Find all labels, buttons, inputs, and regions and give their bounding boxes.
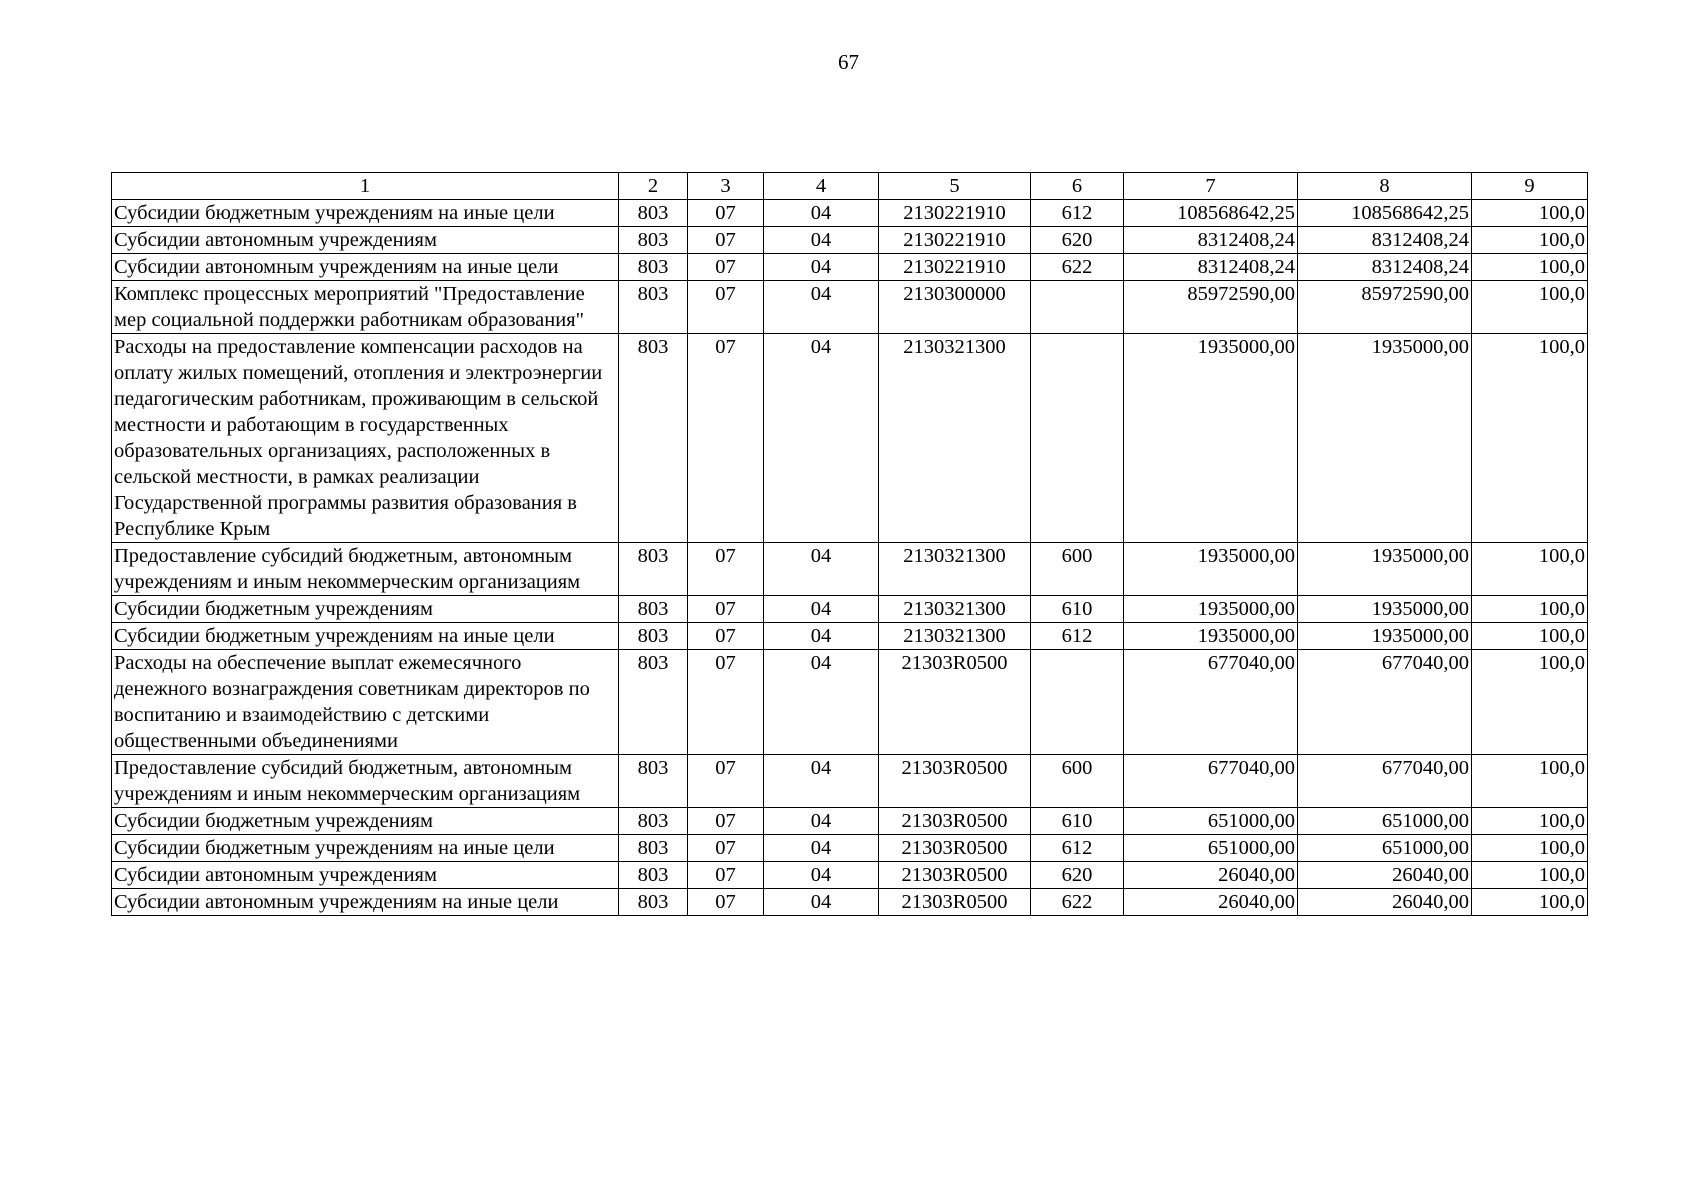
- row-section-cell: 07: [688, 862, 764, 889]
- row-planned-amount-cell: 677040,00: [1124, 650, 1298, 755]
- row-executed-amount-cell: 1935000,00: [1298, 334, 1472, 543]
- row-section-cell: 07: [688, 543, 764, 596]
- row-ministry-code-cell: 803: [619, 623, 688, 650]
- row-target-article-cell: 21303R0500: [879, 650, 1031, 755]
- row-target-article-cell: 21303R0500: [879, 755, 1031, 808]
- row-planned-amount-cell: 26040,00: [1124, 862, 1298, 889]
- table-row: [112, 755, 1588, 808]
- row-planned-amount-cell: 1935000,00: [1124, 334, 1298, 543]
- row-executed-amount-cell: 8312408,24: [1298, 227, 1472, 254]
- row-ministry-code-cell: 803: [619, 862, 688, 889]
- row-name-cell: Предоставление субсидий бюджетным, автономным учреждениям и иным некоммерческим организациям: [112, 755, 619, 808]
- row-executed-amount-cell: 1935000,00: [1298, 623, 1472, 650]
- row-planned-amount-cell: 8312408,24: [1124, 254, 1298, 281]
- table-row: [112, 889, 1588, 916]
- row-subsection-cell: 04: [764, 862, 879, 889]
- row-section-cell: 07: [688, 755, 764, 808]
- row-expense-type-cell: 612: [1031, 200, 1124, 227]
- row-target-article-cell: 21303R0500: [879, 808, 1031, 835]
- table-row: [112, 543, 1588, 596]
- row-name-cell: Субсидии бюджетным учреждениям: [112, 808, 619, 835]
- table-row: [112, 808, 1588, 835]
- row-subsection-cell: 04: [764, 254, 879, 281]
- row-percent-cell: 100,0: [1472, 862, 1588, 889]
- row-name-cell: Субсидии автономным учреждениям: [112, 227, 619, 254]
- row-percent-cell: 100,0: [1472, 254, 1588, 281]
- page-number: 67: [838, 50, 859, 74]
- row-name-cell: Субсидии автономным учреждениям на иные цели: [112, 889, 619, 916]
- row-section-cell: 07: [688, 596, 764, 623]
- row-subsection-cell: 04: [764, 227, 879, 254]
- header-cell: 9: [1472, 173, 1588, 200]
- table-row: [112, 227, 1588, 254]
- row-planned-amount-cell: 1935000,00: [1124, 623, 1298, 650]
- row-ministry-code-cell: 803: [619, 254, 688, 281]
- row-target-article-cell: 2130300000: [879, 281, 1031, 334]
- row-expense-type-cell: [1031, 650, 1124, 755]
- row-subsection-cell: 04: [764, 596, 879, 623]
- row-planned-amount-cell: 108568642,25: [1124, 200, 1298, 227]
- row-percent-cell: 100,0: [1472, 835, 1588, 862]
- row-ministry-code-cell: 803: [619, 281, 688, 334]
- row-planned-amount-cell: 1935000,00: [1124, 596, 1298, 623]
- header-cell: 5: [879, 173, 1031, 200]
- row-expense-type-cell: 620: [1031, 862, 1124, 889]
- row-section-cell: 07: [688, 623, 764, 650]
- row-target-article-cell: 2130321300: [879, 543, 1031, 596]
- row-ministry-code-cell: 803: [619, 200, 688, 227]
- row-executed-amount-cell: 1935000,00: [1298, 596, 1472, 623]
- row-name-cell: Комплекс процессных мероприятий "Предоставление мер социальной поддержки работникам образования": [112, 281, 619, 334]
- row-subsection-cell: 04: [764, 543, 879, 596]
- table-row: [112, 862, 1588, 889]
- row-section-cell: 07: [688, 254, 764, 281]
- header-cell: 4: [764, 173, 879, 200]
- row-expense-type-cell: [1031, 334, 1124, 543]
- row-planned-amount-cell: 651000,00: [1124, 835, 1298, 862]
- row-subsection-cell: 04: [764, 200, 879, 227]
- row-target-article-cell: 2130321300: [879, 623, 1031, 650]
- row-section-cell: 07: [688, 889, 764, 916]
- row-name-cell: Субсидии автономным учреждениям на иные цели: [112, 254, 619, 281]
- row-target-article-cell: 2130221910: [879, 227, 1031, 254]
- row-executed-amount-cell: 85972590,00: [1298, 281, 1472, 334]
- row-percent-cell: 100,0: [1472, 650, 1588, 755]
- row-section-cell: 07: [688, 334, 764, 543]
- row-name-cell: Расходы на предоставление компенсации расходов на оплату жилых помещений, отопления и электроэнергии педагогическим работникам, проживающим в сельской местности и работающим в государственных образовательных организациях, расположенных в сельской местности, в рамках реализации Государственной программы развития образования в Республике Крым: [112, 334, 619, 543]
- row-ministry-code-cell: 803: [619, 755, 688, 808]
- row-executed-amount-cell: 108568642,25: [1298, 200, 1472, 227]
- row-expense-type-cell: 600: [1031, 543, 1124, 596]
- row-executed-amount-cell: 651000,00: [1298, 835, 1472, 862]
- header-cell: 1: [112, 173, 619, 200]
- row-percent-cell: 100,0: [1472, 623, 1588, 650]
- row-ministry-code-cell: 803: [619, 334, 688, 543]
- row-ministry-code-cell: 803: [619, 835, 688, 862]
- table-row: [112, 281, 1588, 334]
- row-executed-amount-cell: 26040,00: [1298, 862, 1472, 889]
- table-row: [112, 650, 1588, 755]
- row-expense-type-cell: 622: [1031, 889, 1124, 916]
- row-name-cell: Расходы на обеспечение выплат ежемесячного денежного вознаграждения советникам директоров по воспитанию и взаимодействию с детскими общественными объединениями: [112, 650, 619, 755]
- row-section-cell: 07: [688, 808, 764, 835]
- table-row: [112, 200, 1588, 227]
- row-expense-type-cell: 610: [1031, 808, 1124, 835]
- row-target-article-cell: 21303R0500: [879, 862, 1031, 889]
- row-subsection-cell: 04: [764, 281, 879, 334]
- row-subsection-cell: 04: [764, 623, 879, 650]
- row-executed-amount-cell: 1935000,00: [1298, 543, 1472, 596]
- row-ministry-code-cell: 803: [619, 650, 688, 755]
- row-expense-type-cell: [1031, 281, 1124, 334]
- row-section-cell: 07: [688, 281, 764, 334]
- table-row: [112, 254, 1588, 281]
- row-percent-cell: 100,0: [1472, 334, 1588, 543]
- budget-table: [111, 172, 1588, 916]
- row-name-cell: Субсидии автономным учреждениям: [112, 862, 619, 889]
- header-cell: 8: [1298, 173, 1472, 200]
- row-executed-amount-cell: 651000,00: [1298, 808, 1472, 835]
- row-target-article-cell: 2130221910: [879, 254, 1031, 281]
- row-percent-cell: 100,0: [1472, 227, 1588, 254]
- row-name-cell: Субсидии бюджетным учреждениям: [112, 596, 619, 623]
- row-planned-amount-cell: 26040,00: [1124, 889, 1298, 916]
- table-row: [112, 623, 1588, 650]
- row-subsection-cell: 04: [764, 334, 879, 543]
- row-name-cell: Субсидии бюджетным учреждениям на иные цели: [112, 200, 619, 227]
- row-planned-amount-cell: 8312408,24: [1124, 227, 1298, 254]
- table-header-row: [112, 173, 1588, 200]
- row-percent-cell: 100,0: [1472, 755, 1588, 808]
- row-expense-type-cell: 622: [1031, 254, 1124, 281]
- row-subsection-cell: 04: [764, 755, 879, 808]
- row-section-cell: 07: [688, 650, 764, 755]
- row-name-cell: Субсидии бюджетным учреждениям на иные цели: [112, 835, 619, 862]
- row-percent-cell: 100,0: [1472, 596, 1588, 623]
- row-percent-cell: 100,0: [1472, 200, 1588, 227]
- header-cell: 3: [688, 173, 764, 200]
- row-target-article-cell: 2130221910: [879, 200, 1031, 227]
- row-target-article-cell: 21303R0500: [879, 889, 1031, 916]
- row-subsection-cell: 04: [764, 808, 879, 835]
- row-ministry-code-cell: 803: [619, 596, 688, 623]
- row-executed-amount-cell: 26040,00: [1298, 889, 1472, 916]
- row-planned-amount-cell: 1935000,00: [1124, 543, 1298, 596]
- row-target-article-cell: 2130321300: [879, 334, 1031, 543]
- row-percent-cell: 100,0: [1472, 808, 1588, 835]
- row-ministry-code-cell: 803: [619, 889, 688, 916]
- row-expense-type-cell: 612: [1031, 623, 1124, 650]
- row-subsection-cell: 04: [764, 889, 879, 916]
- row-ministry-code-cell: 803: [619, 227, 688, 254]
- table-row: [112, 596, 1588, 623]
- row-ministry-code-cell: 803: [619, 543, 688, 596]
- table-row: [112, 334, 1588, 543]
- row-expense-type-cell: 610: [1031, 596, 1124, 623]
- header-cell: 2: [619, 173, 688, 200]
- row-executed-amount-cell: 677040,00: [1298, 650, 1472, 755]
- header-cell: 7: [1124, 173, 1298, 200]
- header-cell: 6: [1031, 173, 1124, 200]
- row-executed-amount-cell: 677040,00: [1298, 755, 1472, 808]
- row-target-article-cell: 21303R0500: [879, 835, 1031, 862]
- row-expense-type-cell: 620: [1031, 227, 1124, 254]
- row-section-cell: 07: [688, 227, 764, 254]
- row-name-cell: Субсидии бюджетным учреждениям на иные цели: [112, 623, 619, 650]
- row-expense-type-cell: 612: [1031, 835, 1124, 862]
- row-executed-amount-cell: 8312408,24: [1298, 254, 1472, 281]
- row-target-article-cell: 2130321300: [879, 596, 1031, 623]
- row-section-cell: 07: [688, 200, 764, 227]
- row-expense-type-cell: 600: [1031, 755, 1124, 808]
- row-planned-amount-cell: 677040,00: [1124, 755, 1298, 808]
- row-percent-cell: 100,0: [1472, 543, 1588, 596]
- row-subsection-cell: 04: [764, 650, 879, 755]
- row-subsection-cell: 04: [764, 835, 879, 862]
- row-percent-cell: 100,0: [1472, 281, 1588, 334]
- row-section-cell: 07: [688, 835, 764, 862]
- table-row: [112, 835, 1588, 862]
- row-planned-amount-cell: 651000,00: [1124, 808, 1298, 835]
- row-ministry-code-cell: 803: [619, 808, 688, 835]
- row-name-cell: Предоставление субсидий бюджетным, автономным учреждениям и иным некоммерческим организациям: [112, 543, 619, 596]
- row-percent-cell: 100,0: [1472, 889, 1588, 916]
- row-planned-amount-cell: 85972590,00: [1124, 281, 1298, 334]
